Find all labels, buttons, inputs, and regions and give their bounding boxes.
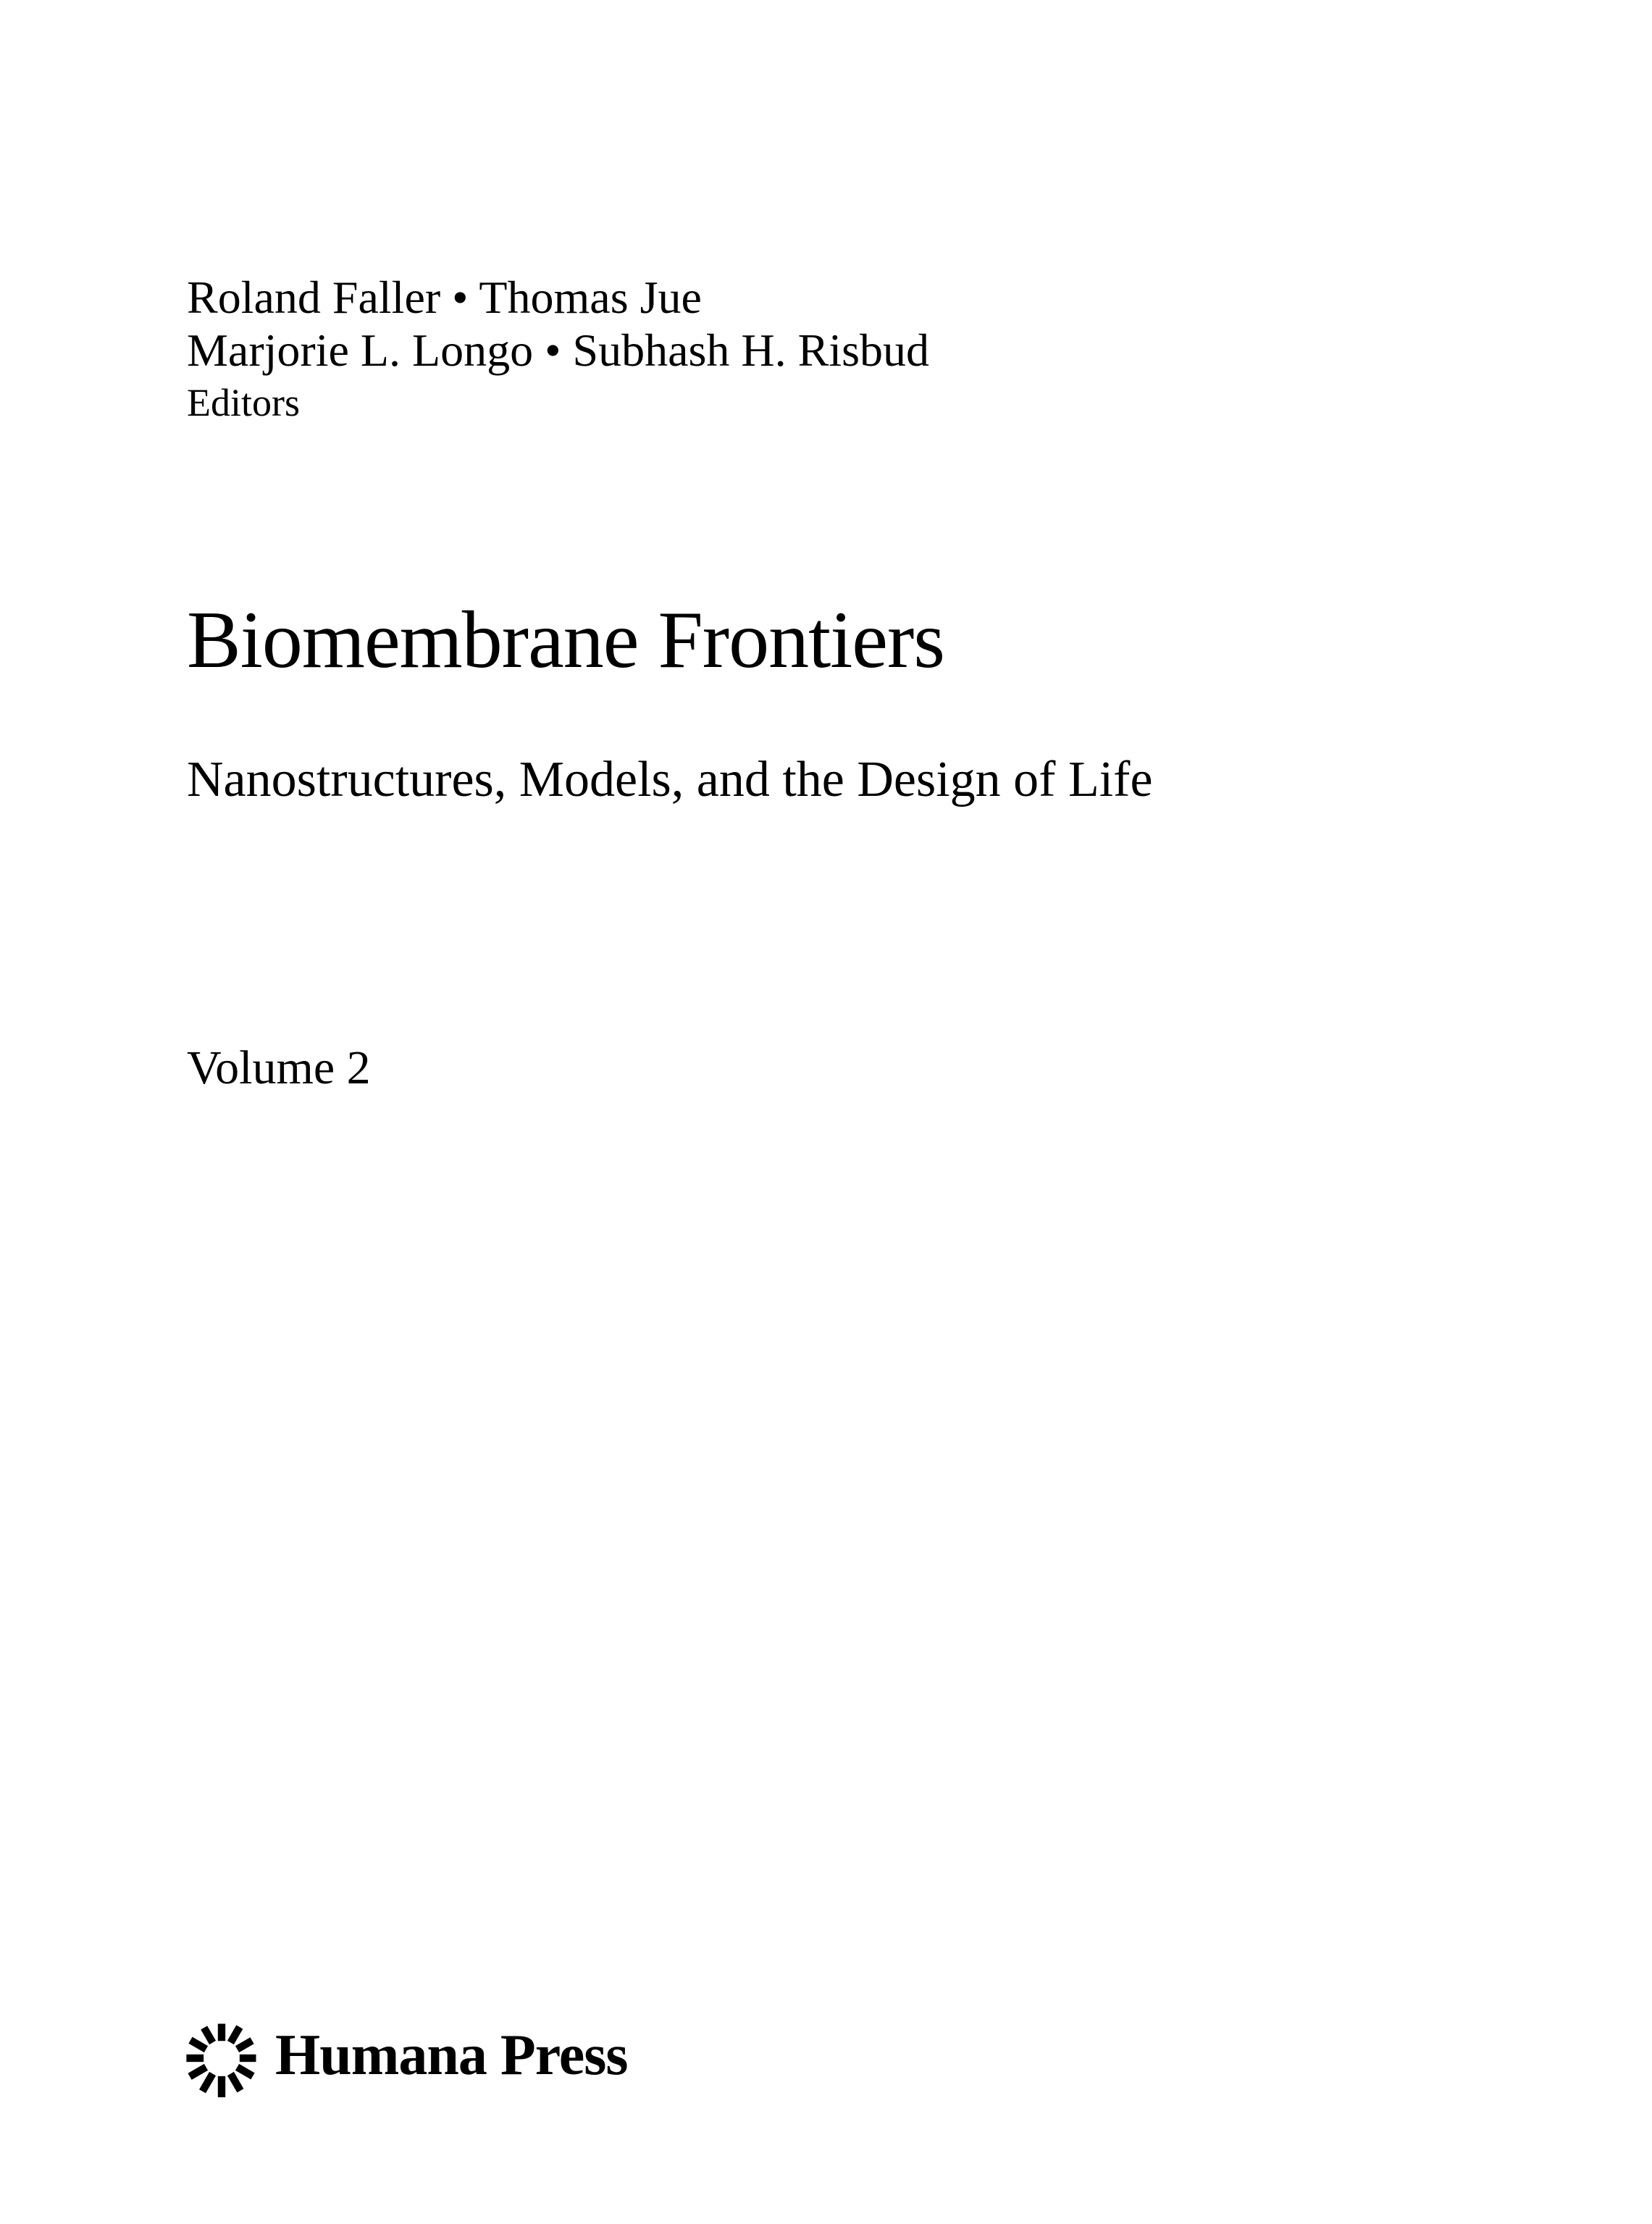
humana-sunburst-icon bbox=[183, 2017, 261, 2099]
volume-label: Volume 2 bbox=[187, 1041, 371, 1094]
book-title: Biomembrane Frontiers bbox=[187, 595, 944, 685]
editors-line-2: Marjorie L. Longo • Subhash H. Risbud bbox=[187, 324, 929, 376]
editors-label: Editors bbox=[187, 381, 300, 424]
editors-line-1: Roland Faller • Thomas Jue bbox=[187, 272, 702, 323]
book-subtitle: Nanostructures, Models, and the Design of Life bbox=[187, 752, 1153, 807]
publisher-name: Humana Press bbox=[275, 2023, 628, 2087]
publisher-logo bbox=[183, 2017, 628, 2099]
editors-block bbox=[187, 271, 929, 429]
